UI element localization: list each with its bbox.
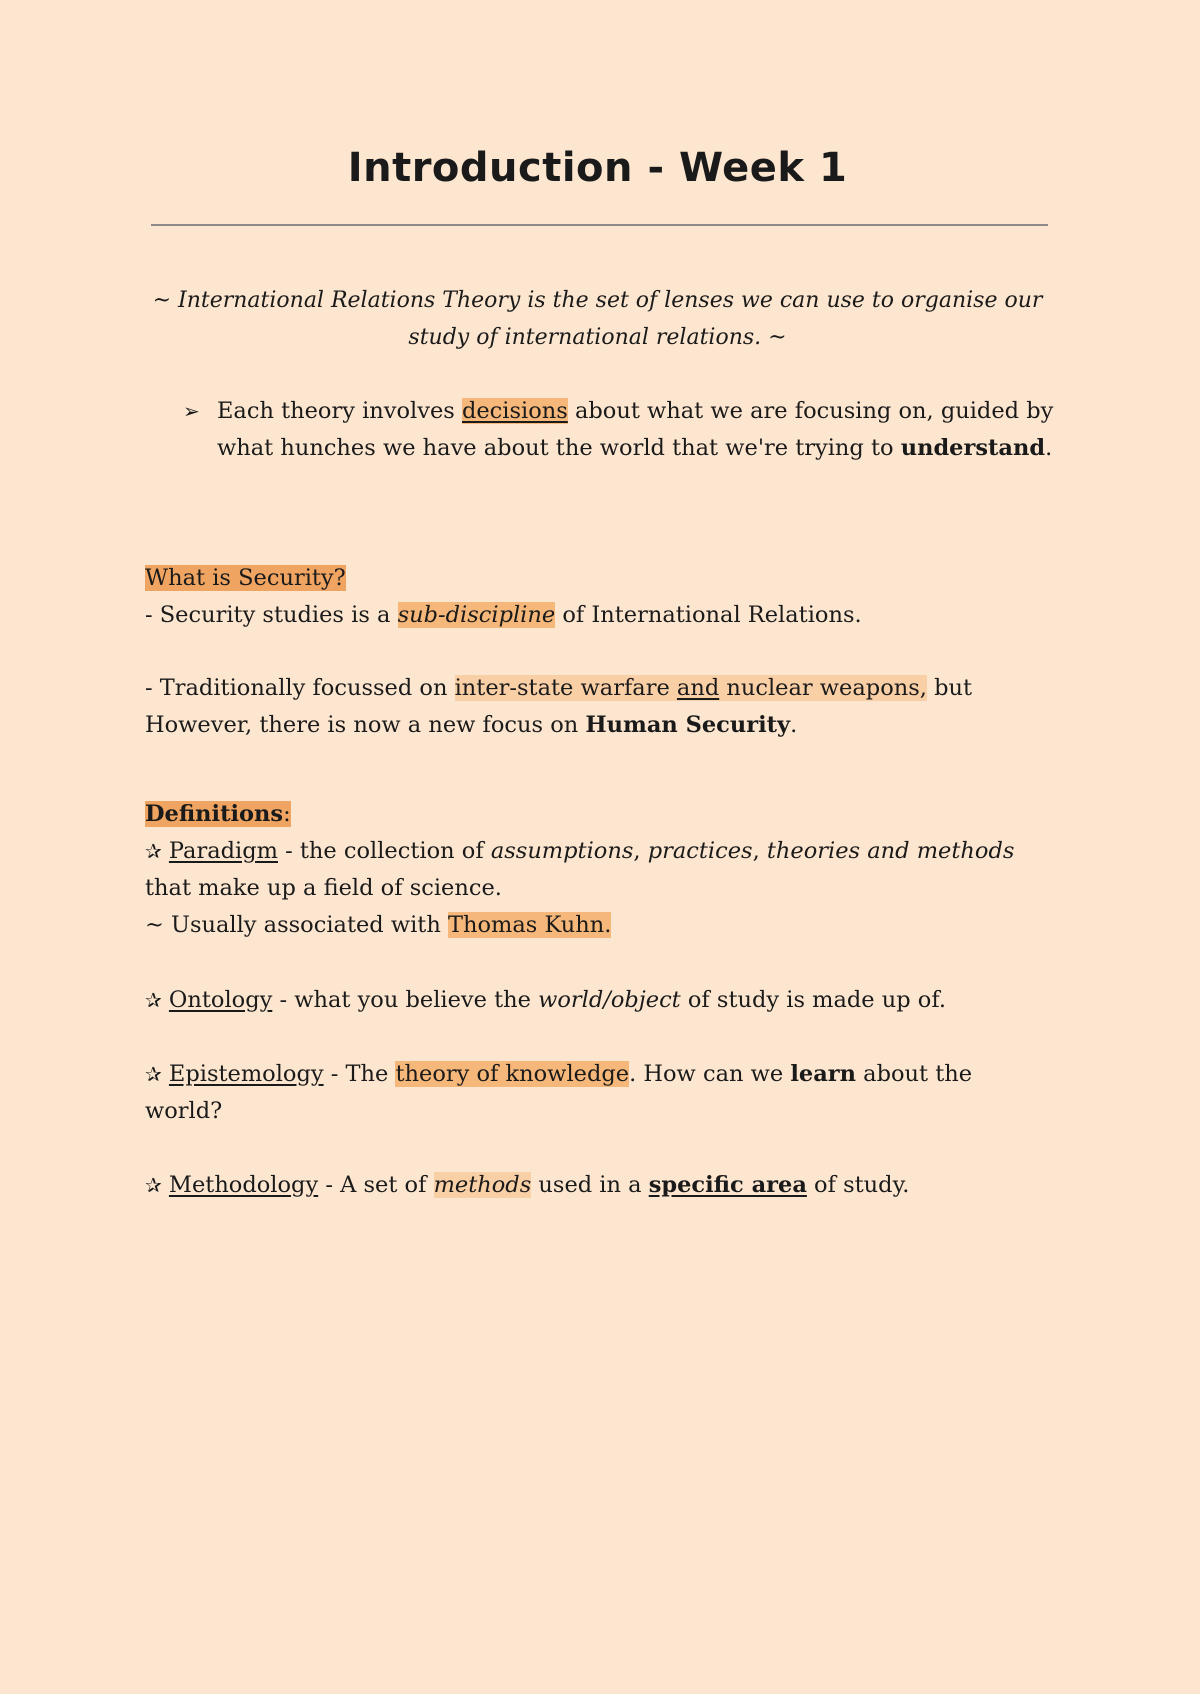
security-focus-paragraph: - Traditionally focussed on inter-state warfare and nuclear weapons, but However, there is now a new focus on Human Security. xyxy=(145,675,973,738)
highlight-warfare: inter-state warfare and nuclear weapons, xyxy=(454,675,927,701)
epistemology-definition: ✰ Epistemology - The theory of knowledge. How can we learn about the world? xyxy=(145,1061,973,1124)
methodology-definition: ✰ Methodology - A set of methods used in a specific area of study. xyxy=(145,1172,910,1198)
term-paradigm: Paradigm xyxy=(168,838,278,864)
page-title: Introduction - Week 1 xyxy=(347,145,848,191)
bullet-text: Each theory involves decisions about what we are focusing on, guided by what hunches we have about the world that we're trying to understand. xyxy=(217,398,1054,461)
bold-human-security: Human Security xyxy=(585,712,791,738)
term-methodology: Methodology xyxy=(168,1172,319,1198)
highlight-decisions: decisions xyxy=(461,398,568,424)
highlight-sub-discipline: sub-discipline xyxy=(397,602,556,628)
highlight-methods: methods xyxy=(433,1172,532,1198)
definitions-heading: Definitions xyxy=(145,801,284,827)
security-section: What is Security? - Security studies is a sub-discipline of International Relations. xyxy=(145,565,862,628)
bold-understand: understand xyxy=(900,435,1046,461)
term-epistemology: Epistemology xyxy=(168,1061,324,1087)
bold-learn: learn xyxy=(790,1061,857,1087)
intro-quote: ~ International Relations Theory is the set of lenses we can use to organise our study of international relations. ~ xyxy=(152,288,1043,350)
paradigm-definition: Definitions: ✰ Paradigm - the collection of assumptions, practices, theories and methods that make up a field of science. ~ Usually associated with Thomas Kuhn. xyxy=(145,801,1015,938)
bold-specific-area: specific area xyxy=(648,1172,807,1198)
star-icon: ✰ xyxy=(145,839,162,863)
security-heading: What is Security? xyxy=(145,565,346,591)
theory-bullet xyxy=(183,393,1063,467)
star-icon: ✰ xyxy=(145,988,162,1012)
star-icon: ✰ xyxy=(145,1062,162,1086)
star-icon: ✰ xyxy=(145,1173,162,1197)
highlight-theory-of-knowledge: theory of knowledge xyxy=(395,1061,630,1087)
term-ontology: Ontology xyxy=(168,987,273,1013)
highlight-thomas-kuhn: Thomas Kuhn. xyxy=(448,912,612,938)
title-divider xyxy=(151,224,1048,226)
arrow-bullet-icon: ➢ xyxy=(183,399,200,423)
ontology-definition: ✰ Ontology - what you believe the world/object of study is made up of. xyxy=(145,987,947,1013)
